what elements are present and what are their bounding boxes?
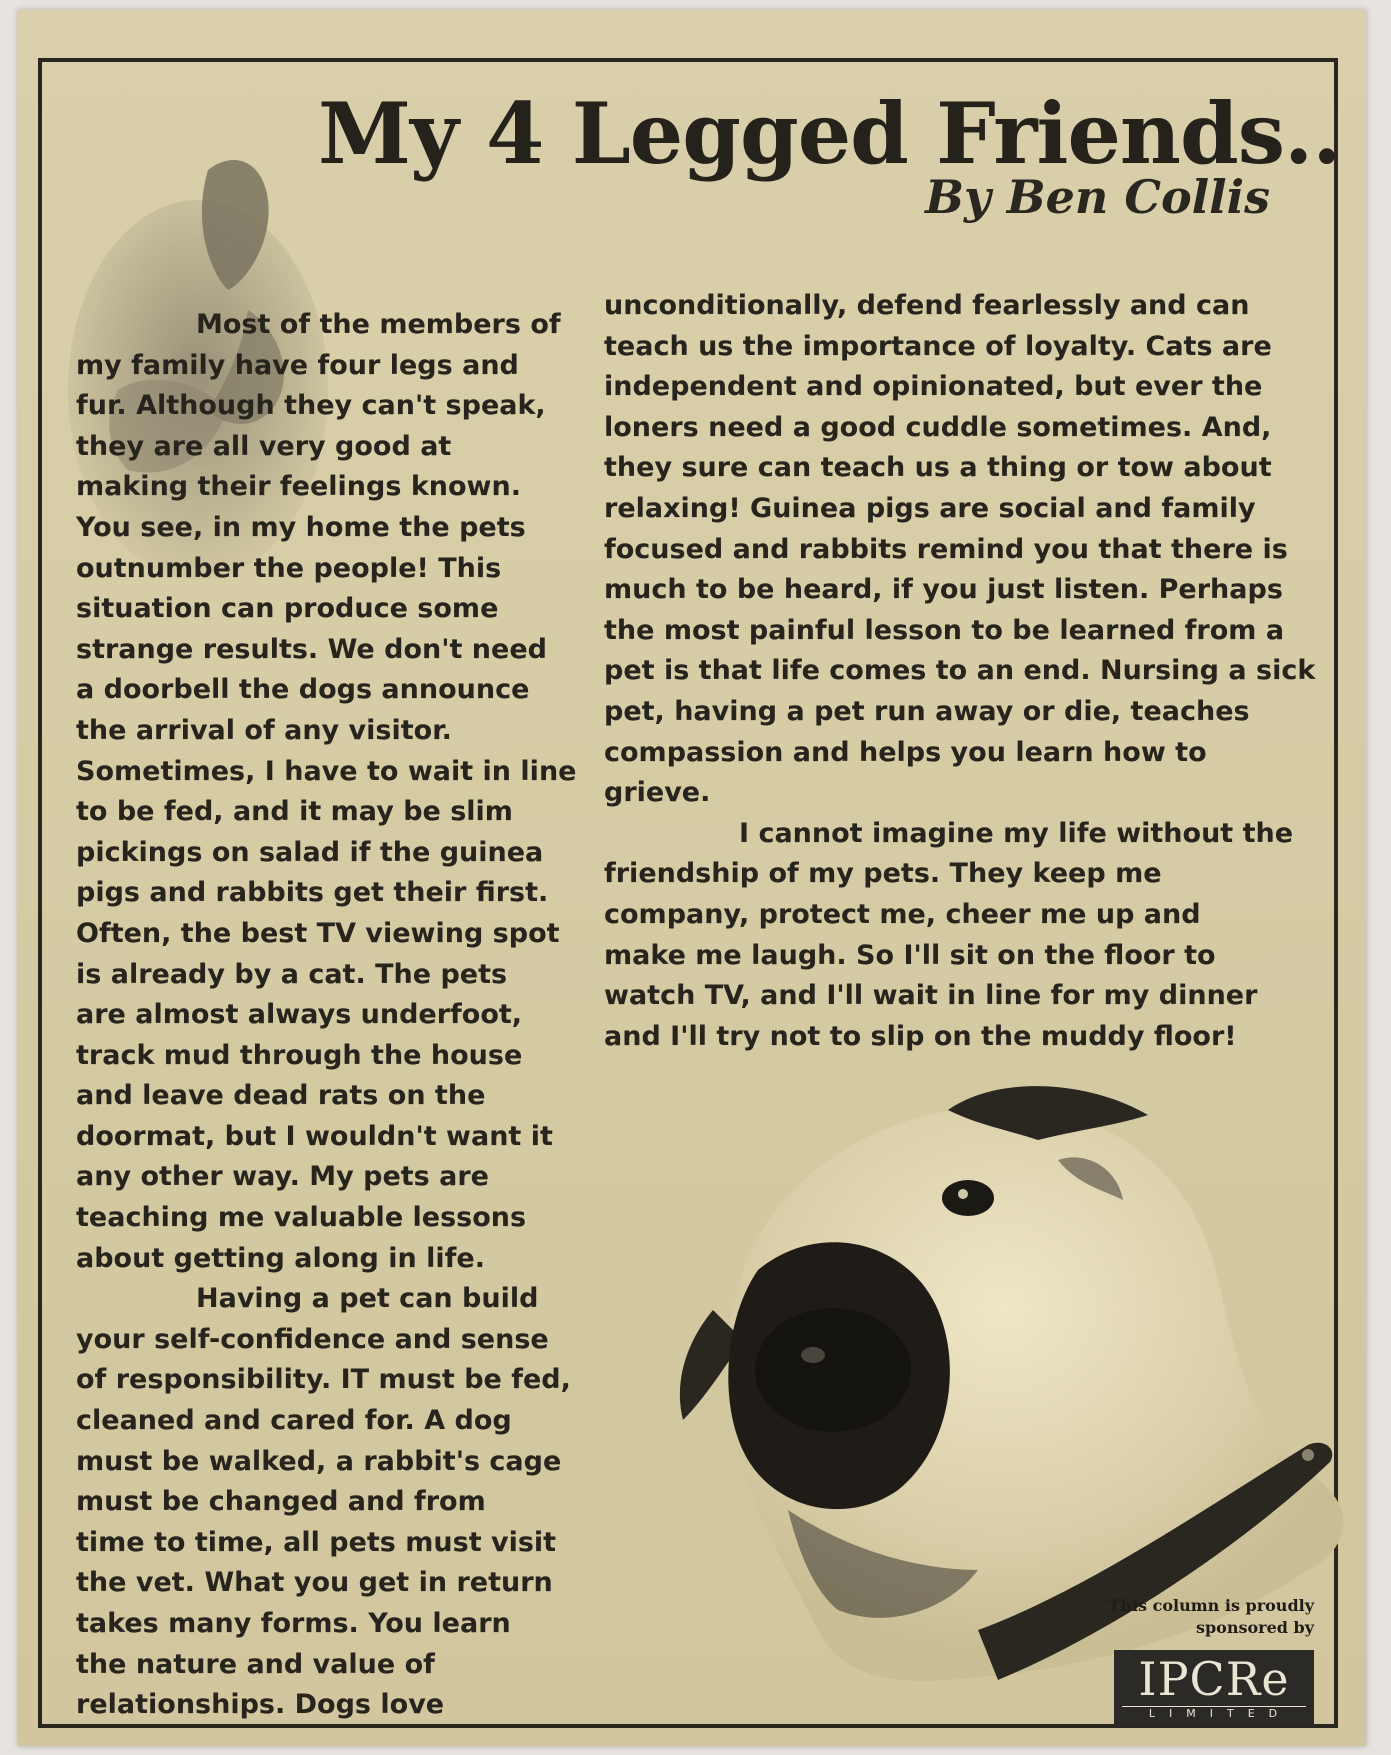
- sponsor-logo: [1114, 1650, 1314, 1726]
- body-line: relationships. Dogs love: [76, 1689, 445, 1721]
- logo-subtitle: LIMITED: [1122, 1706, 1306, 1721]
- body-line: friendship of my pets. They keep me: [604, 858, 1162, 890]
- body-line: unconditionally, defend fearlessly and can: [604, 290, 1250, 321]
- body-line: takes many forms. You learn: [76, 1608, 511, 1639]
- body-line: about getting along in life.: [76, 1242, 485, 1274]
- sponsor-line-1: This column is proudly: [1108, 1596, 1314, 1615]
- body-line: Having a pet can build: [196, 1283, 539, 1315]
- body-line: the nature and value of: [76, 1648, 435, 1680]
- body-line: grieve.: [604, 777, 711, 809]
- body-line: Sometimes, I have to wait in line: [76, 755, 577, 787]
- left-column: [76, 305, 576, 1726]
- body-line: the arrival of any visitor.: [76, 714, 452, 746]
- logo-name: IPCRe: [1138, 1652, 1290, 1706]
- body-line: much to be heard, if you just listen. Perhaps: [604, 574, 1283, 606]
- body-line: they are all very good at: [76, 430, 452, 462]
- body-line: pigs and rabbits get their first.: [76, 877, 549, 909]
- body-line: situation can produce some: [76, 593, 499, 625]
- body-line: teaching me valuable lessons: [76, 1202, 527, 1234]
- body-line: pet, having a pet run away or die, teaches: [604, 695, 1250, 727]
- body-line: and leave dead rats on the: [76, 1080, 486, 1112]
- body-line: focused and rabbits remind you that there is: [604, 533, 1288, 565]
- right-column: [604, 286, 1315, 1057]
- body-line: relaxing! Guinea pigs are social and family: [604, 492, 1256, 524]
- body-line: are almost always underfoot,: [76, 999, 523, 1031]
- body-line: of responsibility. IT must be fed,: [76, 1364, 571, 1396]
- body-line: I cannot imagine my life without the: [739, 817, 1294, 849]
- body-line: watch TV, and I'll wait in line for my dinner: [604, 980, 1258, 1012]
- body-line: a doorbell the dogs announce: [76, 674, 530, 706]
- body-line: track mud through the house: [76, 1039, 523, 1071]
- article-title: My 4 Legged Friends..: [318, 84, 1341, 183]
- body-line: pickings on salad if the guinea: [76, 836, 544, 868]
- body-line: to be fed, and it may be slim: [76, 796, 513, 828]
- body-line: must be walked, a rabbit's cage: [76, 1445, 562, 1477]
- body-line: independent and opinionated, but ever the: [604, 371, 1263, 403]
- body-line: pet is that life comes to an end. Nursing a sick: [604, 655, 1316, 687]
- sponsor-note: [1108, 1595, 1314, 1639]
- body-line: outnumber the people! This: [76, 552, 502, 584]
- body-line: You see, in my home the pets: [76, 511, 526, 543]
- newspaper-clipping: [18, 10, 1366, 1746]
- body-line: strange results. We don't need: [76, 633, 547, 665]
- body-line: the most painful lesson to be learned from a: [604, 614, 1285, 646]
- body-line: must be changed and from: [76, 1486, 486, 1518]
- body-line: and I'll try not to slip on the muddy floor!: [604, 1020, 1237, 1052]
- body-line: time to time, all pets must visit: [76, 1526, 557, 1558]
- body-line: the vet. What you get in return: [76, 1567, 553, 1599]
- body-line: loners need a good cuddle sometimes. And,: [604, 411, 1272, 443]
- body-line: they sure can teach us a thing or tow about: [604, 452, 1272, 484]
- body-line: making their feelings known.: [76, 471, 521, 503]
- body-line: is already by a cat. The pets: [76, 958, 508, 990]
- body-line: company, protect me, cheer me up and: [604, 898, 1201, 930]
- sponsor-line-2: sponsored by: [1195, 1618, 1314, 1637]
- body-line: make me laugh. So I'll sit on the floor to: [604, 939, 1216, 971]
- body-line: doormat, but I wouldn't want it: [76, 1120, 553, 1152]
- article-byline: By Ben Collis: [925, 170, 1270, 224]
- body-line: my family have four legs and: [76, 349, 519, 381]
- body-line: any other way. My pets are: [76, 1161, 489, 1193]
- body-line: Most of the members of: [196, 309, 561, 340]
- body-line: cleaned and cared for. A dog: [76, 1405, 512, 1437]
- body-line: compassion and helps you learn how to: [604, 736, 1207, 768]
- body-line: fur. Although they can't speak,: [76, 390, 546, 422]
- body-line: teach us the importance of loyalty. Cats are: [604, 330, 1272, 362]
- body-line: Often, the best TV viewing spot: [76, 917, 560, 949]
- body-line: your self-confidence and sense: [76, 1323, 549, 1355]
